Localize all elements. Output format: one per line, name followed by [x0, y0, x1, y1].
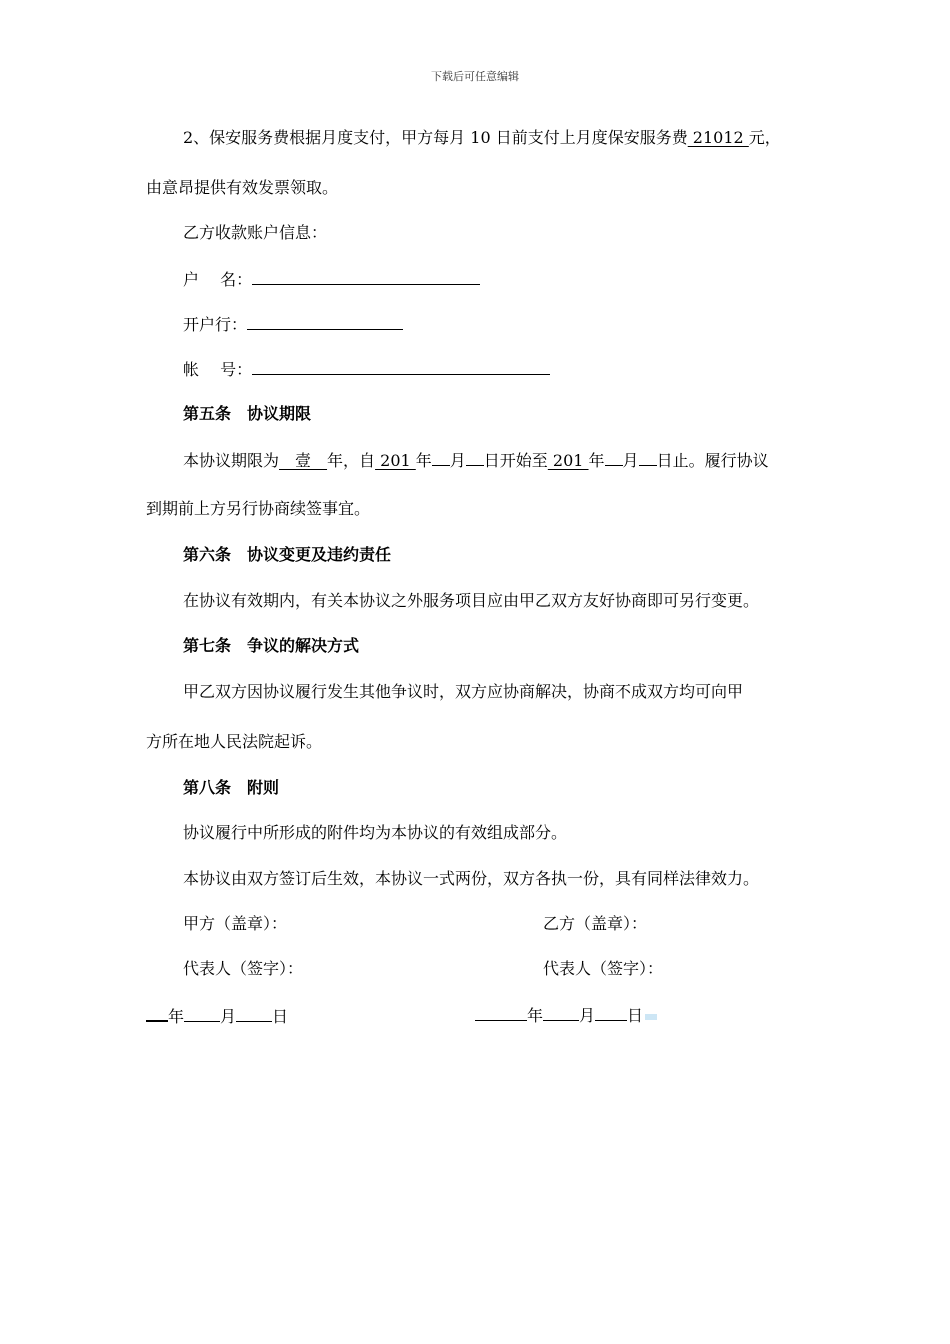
- party-a-rep-label: 代表人（签字）：: [183, 959, 304, 978]
- account-name-label: 户 名：: [183, 270, 253, 289]
- party-a-seal-label: 甲方（盖章）：: [183, 914, 288, 933]
- end-month-blank: [605, 449, 623, 466]
- payment-clause-cont: 由意昂提供有效发票领取。: [146, 178, 339, 197]
- account-number-label: 帐 号：: [183, 360, 253, 379]
- term-years: 壹: [279, 451, 328, 470]
- bank-blank: [247, 313, 403, 330]
- article-7-text: 甲乙双方因协议履行发生其他争议时，双方应协商解决，协商不成双方均可向甲: [183, 682, 744, 701]
- term-text-g: 月: [622, 451, 639, 470]
- party-b-rep-label: 代表人（签字）：: [543, 959, 664, 978]
- day-label: 日: [272, 1007, 289, 1026]
- article-8-title: 第八条 附则: [183, 778, 280, 797]
- start-year: 201: [375, 451, 416, 470]
- bank-label: 开户行：: [183, 315, 248, 334]
- payment-clause: [183, 128, 781, 148]
- party-a-month-blank: [184, 1005, 220, 1022]
- party-b-date: [475, 1004, 657, 1026]
- fee-amount: 21012: [687, 128, 749, 147]
- article-7-title: 第七条 争议的解决方式: [183, 636, 360, 655]
- party-b-year-blank: [475, 1004, 527, 1021]
- year-label: 年: [168, 1007, 185, 1026]
- account-number-blank: [252, 358, 550, 375]
- term-text-b: 年，自: [327, 451, 376, 470]
- payment-clause-text: 2、保安服务费根据月度支付，甲方每月 10 日前支付上月度保安服务费: [183, 128, 688, 147]
- term-text-h: 日止。履行协议: [656, 451, 769, 470]
- article-6-title: 第六条 协议变更及违约责任: [183, 545, 392, 564]
- account-name-row: [183, 268, 480, 290]
- term-text-a: 本协议期限为: [183, 451, 280, 470]
- article-5-title: 第五条 协议期限: [183, 404, 312, 423]
- paragraph-mark-icon: [645, 1014, 657, 1020]
- article-6-text: 在协议有效期内，有关本协议之外服务项目应由甲乙双方友好协商即可另行变更。: [183, 591, 760, 610]
- month-label: 月: [579, 1006, 596, 1025]
- account-info-title: 乙方收款账户信息：: [183, 223, 328, 242]
- article-7-cont: 方所在地人民法院起诉。: [146, 732, 323, 751]
- party-b-month-blank: [543, 1004, 579, 1021]
- start-month-blank: [432, 449, 450, 466]
- month-label: 月: [220, 1007, 237, 1026]
- term-text-f: 年: [588, 451, 605, 470]
- party-a-day-blank: [236, 1005, 272, 1022]
- account-name-blank: [252, 268, 480, 285]
- article-5-text: [183, 449, 769, 471]
- term-text-e: 日开始至: [483, 451, 548, 470]
- account-number-row: [183, 358, 550, 380]
- term-text-d: 月: [449, 451, 466, 470]
- end-year: 201: [547, 451, 589, 470]
- article-8-text-1: 协议履行中所形成的附件均为本协议的有效组成部分。: [183, 823, 568, 842]
- start-day-blank: [466, 449, 484, 466]
- party-b-day-blank: [595, 1004, 627, 1021]
- term-text-c: 年: [415, 451, 432, 470]
- page-header: 下载后可任意编辑: [431, 70, 519, 83]
- party-a-year-blank: [146, 1004, 168, 1022]
- article-8-text-2: 本协议由双方签订后生效，本协议一式两份，双方各执一份，具有同样法律效力。: [183, 869, 760, 888]
- day-label: 日: [627, 1006, 644, 1025]
- year-label: 年: [527, 1006, 544, 1025]
- fee-unit: 元，: [748, 128, 781, 147]
- bank-row: [183, 313, 403, 335]
- party-a-date: [146, 1004, 288, 1027]
- end-day-blank: [639, 449, 657, 466]
- article-5-cont: 到期前上方另行协商续签事宜。: [146, 499, 371, 518]
- party-b-seal-label: 乙方（盖章）：: [543, 914, 648, 933]
